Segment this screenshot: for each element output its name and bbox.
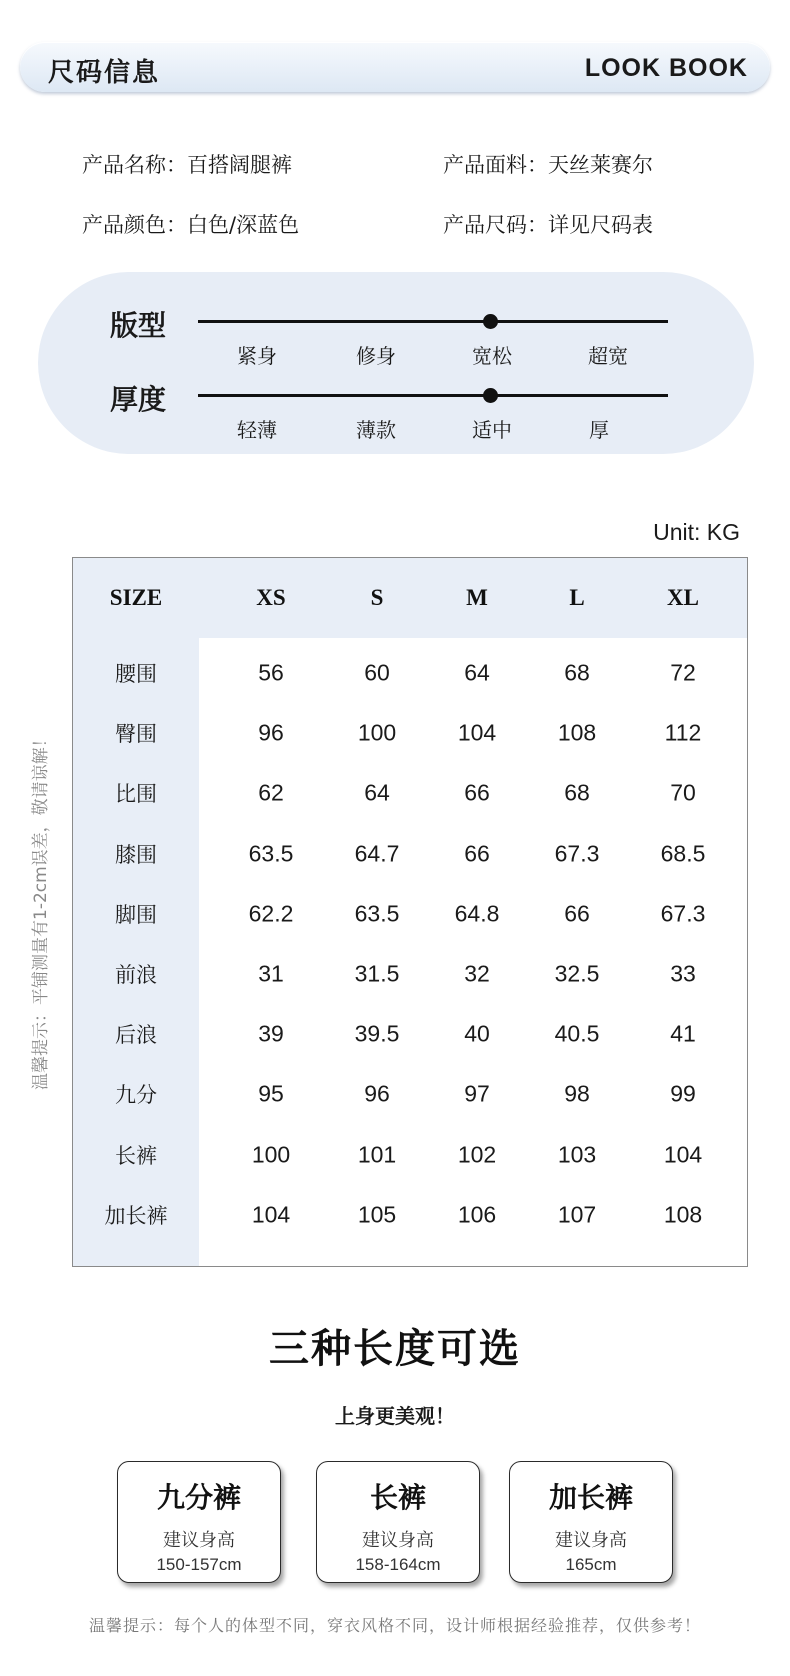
table-cell: 32.5 <box>554 960 600 987</box>
table-cell: 72 <box>670 659 696 686</box>
size-header-xl: XL <box>667 585 699 610</box>
table-cell: 104 <box>251 1201 291 1228</box>
table-cell: 100 <box>357 719 397 746</box>
table-cell: 40.5 <box>554 1020 600 1047</box>
thickness-option-selected: 适中 <box>472 418 512 442</box>
table-cell: 31 <box>258 960 284 987</box>
table-cell: 96 <box>364 1080 390 1107</box>
row-label: 后浪 <box>115 1023 157 1048</box>
table-cell: 64 <box>464 659 490 686</box>
table-cell: 64.8 <box>454 900 500 927</box>
row-label: 臀围 <box>115 722 157 747</box>
table-cell: 68 <box>564 659 590 686</box>
card-name: 加长裤 <box>548 1481 633 1514</box>
header-title: 尺码信息 <box>48 58 161 88</box>
row-label: 腰围 <box>115 662 157 686</box>
table-cell: 105 <box>357 1201 397 1228</box>
table-cell: 104 <box>457 719 497 746</box>
table-cell: 106 <box>457 1201 497 1228</box>
card-label: 建议身高 <box>163 1530 235 1551</box>
row-label: 加长裤 <box>104 1203 168 1228</box>
size-header-s: S <box>370 585 384 610</box>
lengths-subtitle: 上身更美观！ <box>335 1404 455 1428</box>
header-bar <box>20 42 770 92</box>
row-label: 膝围 <box>115 842 157 867</box>
table-cell: 64.7 <box>354 840 400 867</box>
size-header: SIZE <box>109 585 163 610</box>
table-cell: 39.5 <box>354 1020 400 1047</box>
thickness-option: 轻薄 <box>237 418 277 442</box>
table-cell: 96 <box>258 719 284 746</box>
thickness-option: 薄款 <box>356 418 396 442</box>
size-header-l: L <box>569 585 585 610</box>
table-cell: 98 <box>564 1080 590 1107</box>
row-label: 九分 <box>115 1083 157 1108</box>
fit-option: 修身 <box>356 344 396 368</box>
table-cell: 97 <box>464 1080 490 1107</box>
table-cell: 32 <box>464 960 490 987</box>
table-cell: 60 <box>364 659 390 686</box>
table-cell: 62.2 <box>248 900 294 927</box>
card-height-range: 158-164cm <box>355 1555 441 1574</box>
table-cell: 100 <box>251 1141 291 1168</box>
table-cell: 39 <box>258 1020 284 1047</box>
look-book-title: LOOK BOOK <box>584 54 748 82</box>
unit-label: Unit: KG <box>653 519 740 545</box>
table-cell: 66 <box>464 779 490 806</box>
length-card-long <box>509 1461 673 1583</box>
footer-note: 温馨提示：每个人的体型不同，穿衣风格不同，设计师根据经验推荐，仅供参考！ <box>88 1616 701 1635</box>
table-cell: 41 <box>670 1020 696 1047</box>
table-cell: 102 <box>457 1141 497 1168</box>
card-height-range: 165cm <box>565 1555 617 1574</box>
table-cell: 67.3 <box>660 900 706 927</box>
size-header-xs: XS <box>256 585 286 610</box>
table-cell: 67.3 <box>554 840 600 867</box>
product-size: 产品尺码：详见尺码表 <box>443 213 653 237</box>
product-fabric: 产品面料：天丝莱赛尔 <box>443 153 653 177</box>
row-label: 脚围 <box>115 902 157 927</box>
table-cell: 63.5 <box>354 900 400 927</box>
table-cell: 31.5 <box>354 960 400 987</box>
length-card-regular <box>316 1461 480 1583</box>
fit-option: 超宽 <box>588 344 628 368</box>
table-cell: 99 <box>670 1080 696 1107</box>
table-cell: 66 <box>564 900 590 927</box>
thickness-selected-marker <box>483 388 498 403</box>
table-cell: 63.5 <box>248 840 294 867</box>
size-table <box>72 557 748 1267</box>
lengths-title: 三种长度可选 <box>269 1326 521 1372</box>
table-cell: 68 <box>564 779 590 806</box>
side-note: 温馨提示：平铺测量有1-2cm误差，敬请谅解！ <box>31 730 51 1090</box>
table-cell: 40 <box>464 1020 490 1047</box>
card-name: 长裤 <box>369 1481 426 1514</box>
table-cell: 68.5 <box>660 840 706 867</box>
table-cell: 108 <box>663 1201 703 1228</box>
fit-selected-marker <box>483 314 498 329</box>
fit-option: 紧身 <box>237 344 277 368</box>
thickness-scale-line <box>198 394 668 397</box>
table-cell: 101 <box>357 1141 397 1168</box>
table-cell: 95 <box>258 1080 284 1107</box>
length-card-cropped <box>117 1461 281 1583</box>
table-cell: 70 <box>670 779 696 806</box>
size-header-m: M <box>466 585 488 610</box>
row-label: 前浪 <box>115 963 157 987</box>
card-height-range: 150-157cm <box>156 1555 242 1574</box>
table-cell: 56 <box>258 659 284 686</box>
card-name: 九分裤 <box>156 1481 241 1514</box>
card-label: 建议身高 <box>555 1530 627 1551</box>
fit-scale-line <box>198 320 668 323</box>
card-label: 建议身高 <box>362 1530 434 1551</box>
table-cell: 64 <box>364 779 390 806</box>
style-panel <box>38 272 754 454</box>
thickness-label: 厚度 <box>110 383 167 416</box>
table-cell: 112 <box>664 719 702 746</box>
table-cell: 107 <box>557 1201 597 1228</box>
table-cell: 104 <box>663 1141 703 1168</box>
fit-label: 版型 <box>110 309 167 342</box>
row-label: 比围 <box>115 782 157 807</box>
row-label: 长裤 <box>115 1143 157 1168</box>
table-cell: 33 <box>670 960 696 987</box>
table-cell: 108 <box>557 719 597 746</box>
table-cell: 62 <box>258 779 284 806</box>
fit-option-selected: 宽松 <box>472 344 512 368</box>
product-color: 产品颜色：白色/深蓝色 <box>82 213 300 237</box>
product-name: 产品名称：百搭阔腿裤 <box>82 153 292 177</box>
thickness-option: 厚 <box>589 418 609 442</box>
table-cell: 103 <box>557 1141 597 1168</box>
table-cell: 66 <box>464 840 490 867</box>
